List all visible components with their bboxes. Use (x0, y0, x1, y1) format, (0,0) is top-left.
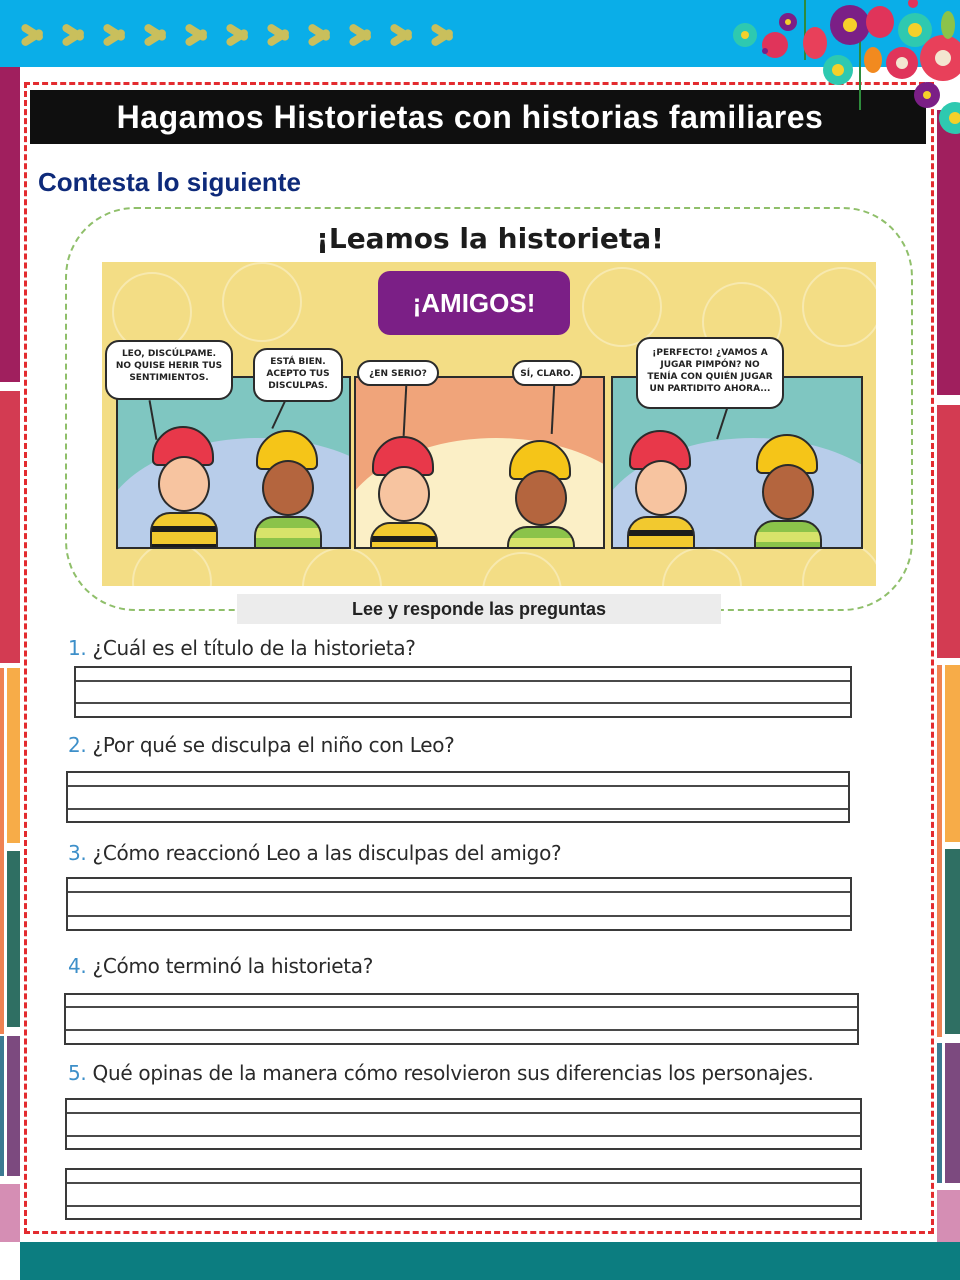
speech-bubble: ¿EN SERIO? (357, 360, 439, 386)
speech-bubble: SÍ, CLARO. (512, 360, 582, 386)
chevron-right-icon (305, 14, 335, 54)
side-stripe (7, 1036, 20, 1176)
side-stripe (945, 1043, 960, 1183)
friend-character (248, 430, 328, 549)
speech-bubble: ESTÁ BIEN. ACEPTO TUS DISCULPAS. (253, 348, 343, 402)
side-stripe (937, 405, 960, 658)
chevron-right-icon (346, 14, 376, 54)
side-stripe (945, 849, 960, 1034)
friend-character (501, 440, 581, 549)
question-3: 3. ¿Cómo reaccionó Leo a las disculpas del amigo? (68, 841, 562, 865)
chevron-right-icon (100, 14, 130, 54)
chevron-right-icon (59, 14, 89, 54)
side-stripe (937, 1190, 960, 1242)
answer-field-3[interactable] (66, 877, 852, 931)
bottom-bar (20, 1242, 960, 1280)
question-2: 2. ¿Por qué se disculpa el niño con Leo? (68, 733, 455, 757)
side-stripe (0, 668, 4, 1034)
chevron-right-icon (182, 14, 212, 54)
chevron-right-icon (428, 14, 458, 54)
chevron-right-icon (223, 14, 253, 54)
friend-character (748, 434, 828, 549)
side-stripe (7, 851, 20, 1027)
side-stripe (937, 665, 942, 1037)
comic-heading: ¡Leamos la historieta! (316, 222, 664, 255)
chevron-right-icon (18, 14, 48, 54)
comic-title-badge: ¡AMIGOS! (378, 271, 570, 335)
flower-decoration-icon (710, 0, 960, 150)
side-stripe (0, 1036, 4, 1176)
leo-character (621, 430, 701, 549)
comic-panel-2 (354, 376, 605, 549)
questions-heading: Lee y responde las preguntas (237, 594, 721, 624)
leo-character (364, 436, 444, 549)
question-5: 5. Qué opinas de la manera cómo resolvieron sus diferencias los personajes. (68, 1061, 814, 1085)
question-4: 4. ¿Cómo terminó la historieta? (68, 954, 374, 978)
answer-field-5a[interactable] (65, 1098, 862, 1150)
answer-field-4[interactable] (64, 993, 859, 1045)
chevron-right-icon (264, 14, 294, 54)
answer-field-5b[interactable] (65, 1168, 862, 1220)
leo-character (144, 426, 224, 549)
answer-field-1[interactable] (74, 666, 852, 718)
side-stripe (0, 391, 20, 663)
side-stripe (7, 668, 20, 843)
question-1: 1. ¿Cuál es el título de la historieta? (68, 636, 416, 660)
side-stripe (937, 1043, 942, 1183)
speech-bubble: ¡PERFECTO! ¿VAMOS A JUGAR PIMPÓN? NO TENÍA CON QUIÉN JUGAR UN PARTIDITO AHORA... (636, 337, 784, 409)
side-stripe (0, 1184, 20, 1242)
speech-bubble: LEO, DISCÚLPAME. NO QUISE HERIR TUS SENTIMIENTOS. (105, 340, 233, 400)
chevron-right-icon (141, 14, 171, 54)
instruction-heading: Contesta lo siguiente (38, 167, 301, 197)
answer-field-2[interactable] (66, 771, 850, 823)
chevron-right-icon (387, 14, 417, 54)
page-title: Hagamos Historietas con historias familiares (116, 99, 824, 135)
chevron-decoration (18, 14, 458, 54)
side-stripe (945, 665, 960, 842)
